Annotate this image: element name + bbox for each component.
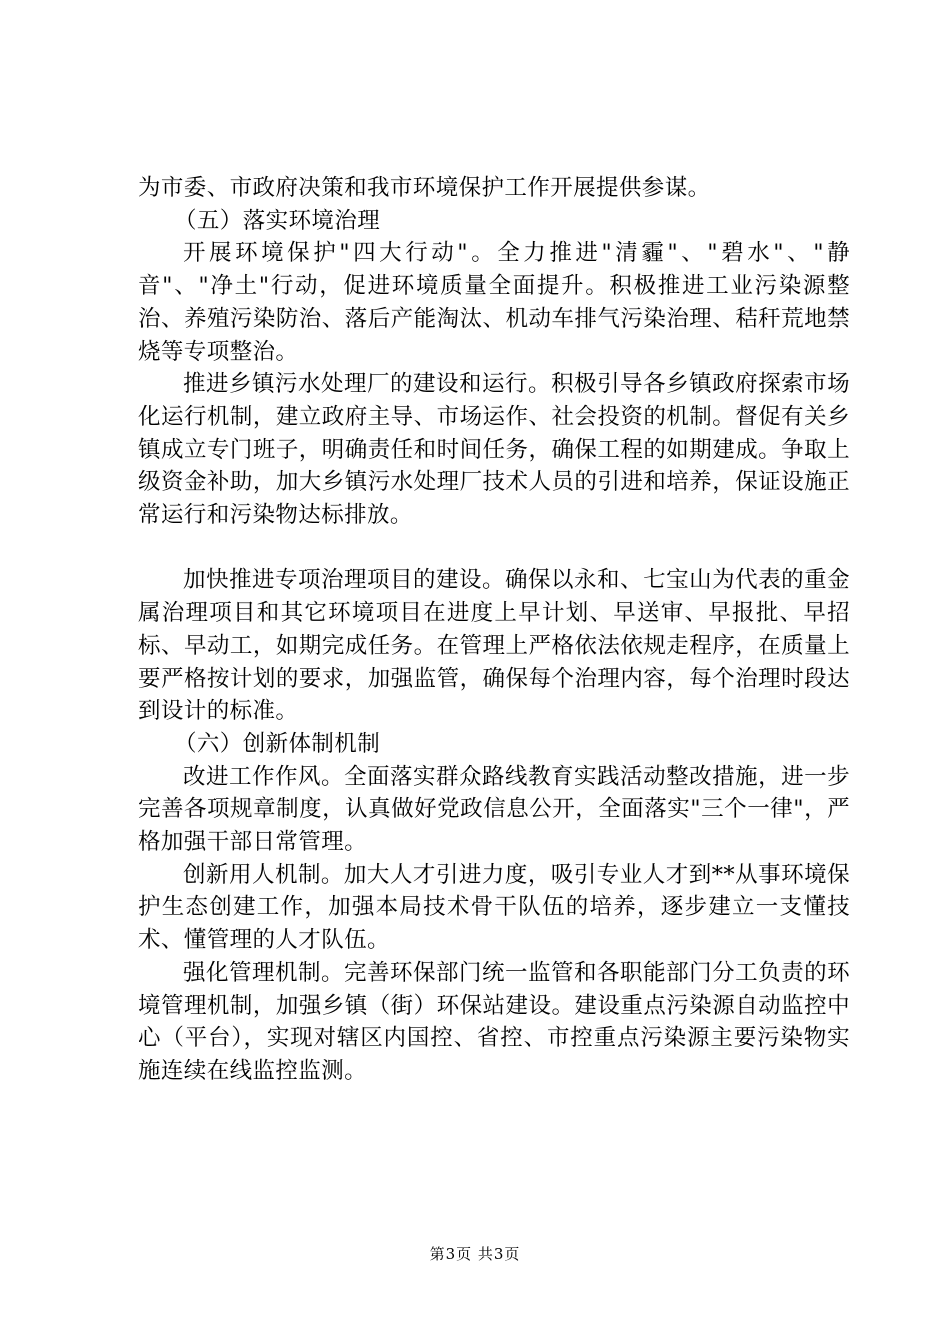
- paragraph-special-projects: 加快推进专项治理项目的建设。确保以永和、七宝山为代表的重金属治理项目和其它环境项目在进度上早计划、早送审、早报批、早招标、早动工，如期完成任务。在管理上严格依法依规走程序，在质量上要严格按计划的要求，加强监管，确保每个治理内容，每个治理时段达到设计的标准。: [138, 567, 850, 725]
- page-number-label: 第3页 共3页: [429, 1245, 521, 1263]
- section-heading-6: （六）创新体制机制: [174, 730, 381, 757]
- paragraph-continuation: 为市委、市政府决策和我市环境保护工作开展提供参谋。: [138, 175, 711, 201]
- paragraph-spacer: [138, 532, 850, 565]
- document-body: [138, 172, 850, 1088]
- page-footer: [0, 1244, 950, 1264]
- paragraph-talent-mechanism: 创新用人机制。加大人才引进力度，吸引专业人才到**从事环境保护生态创建工作，加强本局技术骨干队伍的培养，逐步建立一支懂技术、懂管理的人才队伍。: [138, 861, 850, 954]
- paragraph-sewage-plants: 推进乡镇污水处理厂的建设和运行。积极引导各乡镇政府探索市场化运行机制，建立政府主导、市场运作、社会投资的机制。督促有关乡镇成立专门班子，明确责任和时间任务，确保工程的如期建成。争取上级资金补助，加大乡镇污水处理厂技术人员的引进和培养，保证设施正常运行和污染物达标排放。: [138, 371, 850, 529]
- paragraph-management-mechanism: 强化管理机制。完善环保部门统一监管和各职能部门分工负责的环境管理机制，加强乡镇（街）环保站建设。建设重点污染源自动监控中心（平台），实现对辖区内国控、省控、市控重点污染源主要污染物实施连续在线监控监测。: [138, 959, 850, 1084]
- section-heading-5: （五）落实环境治理: [174, 207, 381, 234]
- paragraph-four-actions: 开展环境保护"四大行动"。全力推进"清霾"、"碧水"、"静音"、"净土"行动，促进环境质量全面提升。积极推进工业污染源整治、养殖污染防治、落后产能淘汰、机动车排气污染治理、秸秆荒地禁烧等专项整治。: [138, 240, 850, 365]
- paragraph-work-style: 改进工作作风。全面落实群众路线教育实践活动整改措施，进一步完善各项规章制度，认真做好党政信息公开，全面落实"三个一律"，严格加强干部日常管理。: [138, 763, 850, 856]
